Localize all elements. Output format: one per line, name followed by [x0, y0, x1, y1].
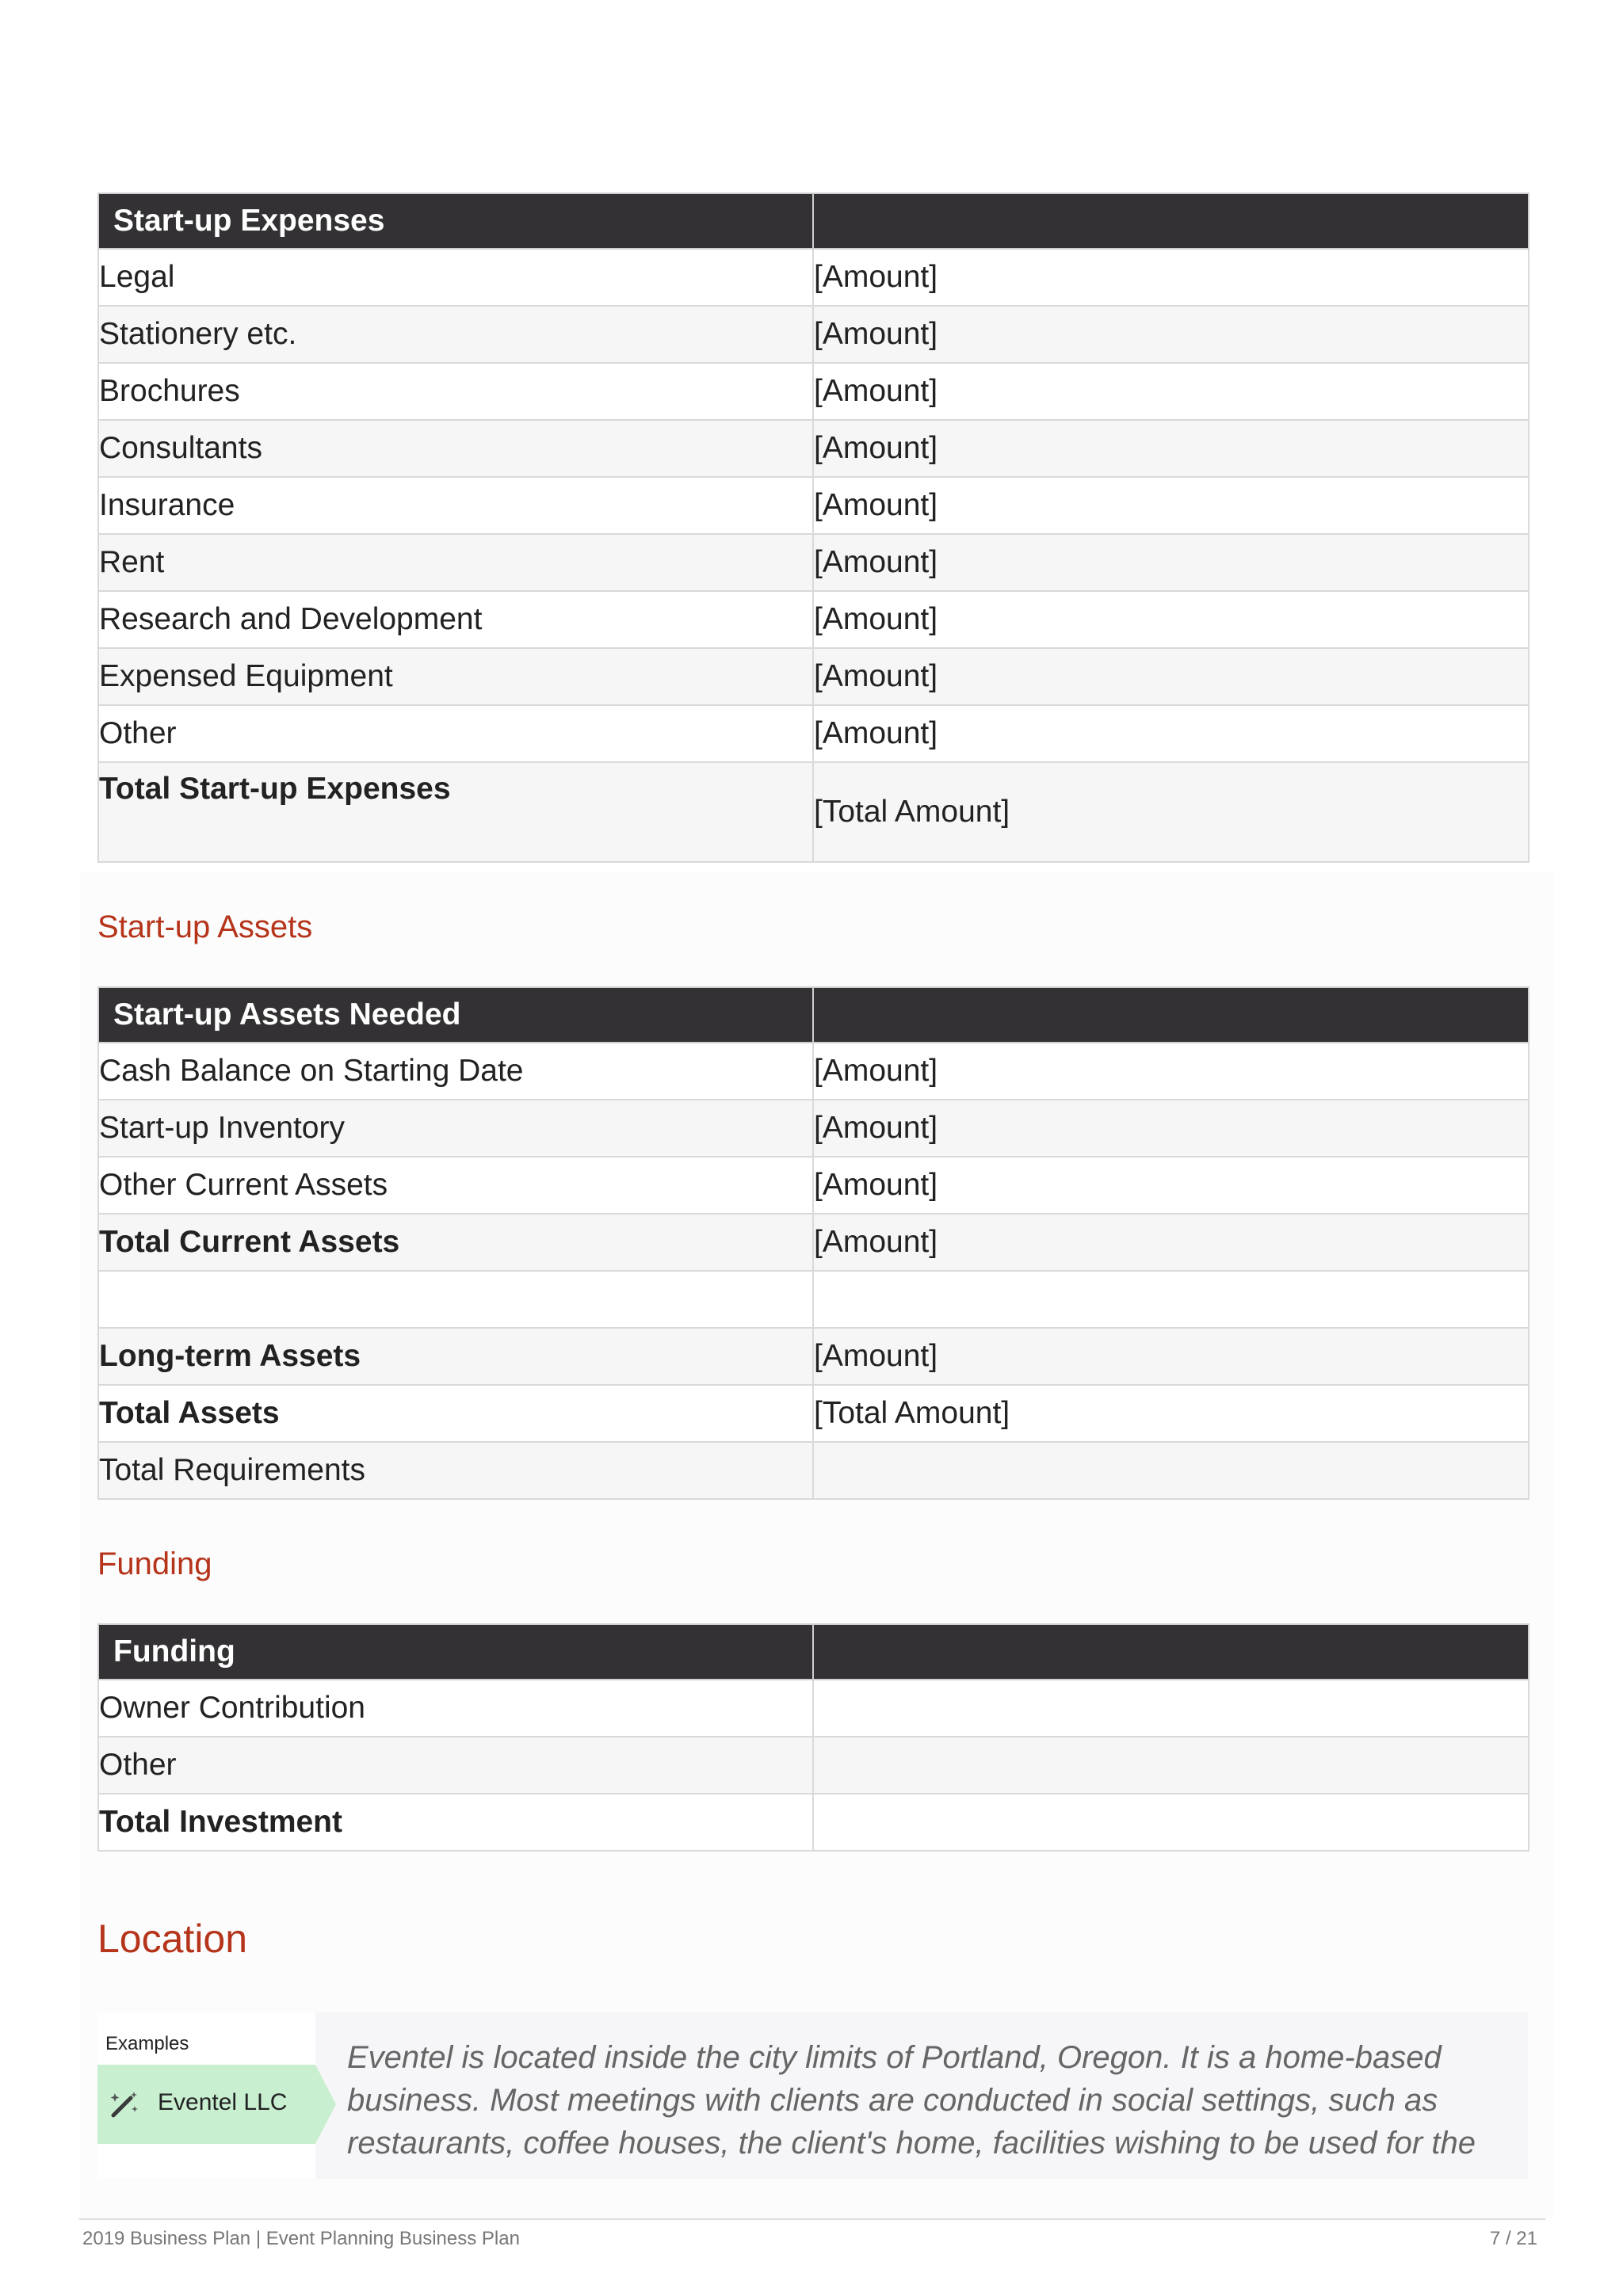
- blank-label: [98, 1271, 813, 1328]
- table-row: [98, 1157, 1529, 1214]
- example-tag[interactable]: [97, 2065, 315, 2144]
- total-current-assets-value: [Amount]: [813, 1214, 1529, 1271]
- location-heading: Location: [97, 1917, 248, 1961]
- row-value: [Amount]: [813, 306, 1529, 363]
- table-row: [98, 249, 1529, 306]
- row-label: Rent: [98, 534, 813, 591]
- example-text: Eventel is located inside the city limits of Portland, Oregon. It is a home-based business. Most meetings with clients are conducted in social settings, such as restaurants, coffee houses, the client's home, facilities wishing to be used for the: [347, 2040, 1476, 2161]
- row-label: Other: [98, 705, 813, 762]
- example-sidebar: [97, 2012, 315, 2179]
- row-value: [Amount]: [813, 249, 1529, 306]
- total-assets-label: Total Assets: [98, 1385, 813, 1442]
- total-assets-value: [Total Amount]: [813, 1385, 1529, 1442]
- row-label: Cash Balance on Starting Date: [98, 1043, 813, 1100]
- total-requirements-value: [813, 1442, 1529, 1499]
- table-row: [98, 363, 1529, 420]
- table-row: [98, 1100, 1529, 1157]
- startup-assets-header-value: [813, 987, 1529, 1043]
- example-box: [97, 2012, 1528, 2179]
- startup-assets-heading: Start-up Assets: [97, 910, 313, 944]
- magic-wand-icon: [109, 2088, 140, 2120]
- table-row: [98, 1442, 1529, 1499]
- total-current-assets-label: Total Current Assets: [98, 1214, 813, 1271]
- total-row: [98, 1385, 1529, 1442]
- blank-row: [98, 1271, 1529, 1328]
- row-label: Stationery etc.: [98, 306, 813, 363]
- footer-divider: [79, 2218, 1545, 2220]
- table-row: [98, 534, 1529, 591]
- table-row: [98, 1043, 1529, 1100]
- total-startup-expenses-value: [Total Amount]: [813, 762, 1529, 862]
- startup-assets-table: [97, 986, 1529, 1500]
- row-label: Legal: [98, 249, 813, 306]
- row-label: Expensed Equipment: [98, 648, 813, 705]
- funding-header-value: [813, 1624, 1529, 1680]
- table-row: [98, 477, 1529, 534]
- total-row: [98, 762, 1529, 862]
- row-value: [Amount]: [813, 648, 1529, 705]
- total-requirements-label: Total Requirements: [98, 1442, 813, 1499]
- startup-expenses-header: Start-up Expenses: [98, 193, 813, 249]
- row-label: Other: [98, 1737, 813, 1794]
- startup-expenses-table: [97, 193, 1529, 863]
- total-investment-label: Total Investment: [98, 1794, 813, 1851]
- row-value: [813, 1737, 1529, 1794]
- total-row: [98, 1214, 1529, 1271]
- row-value: [Amount]: [813, 363, 1529, 420]
- row-value: [813, 1680, 1529, 1737]
- funding-heading: Funding: [97, 1547, 212, 1581]
- blank-value: [813, 1271, 1529, 1328]
- table-row: [98, 1680, 1529, 1737]
- row-value: [Amount]: [813, 420, 1529, 477]
- row-value: [Amount]: [813, 1157, 1529, 1214]
- table-row: [98, 648, 1529, 705]
- footer-document-title: 2019 Business Plan | Event Planning Business Plan: [82, 2228, 520, 2249]
- row-value: [Amount]: [813, 1100, 1529, 1157]
- table-row: [98, 306, 1529, 363]
- startup-expenses-header-value: [813, 193, 1529, 249]
- total-startup-expenses-label: Total Start-up Expenses: [98, 762, 813, 862]
- row-label: Research and Development: [98, 591, 813, 648]
- row-value: [Amount]: [813, 1043, 1529, 1100]
- table-row: [98, 420, 1529, 477]
- row-value: [Amount]: [813, 705, 1529, 762]
- footer-page-number: 7 / 21: [1489, 2228, 1537, 2249]
- funding-header: Funding: [98, 1624, 813, 1680]
- example-tag-arrow: [315, 2065, 336, 2144]
- table-row: [98, 591, 1529, 648]
- table-row: [98, 705, 1529, 762]
- total-row: [98, 1328, 1529, 1385]
- row-value: [Amount]: [813, 477, 1529, 534]
- total-investment-value: [813, 1794, 1529, 1851]
- startup-assets-header: Start-up Assets Needed: [98, 987, 813, 1043]
- funding-table: [97, 1623, 1529, 1852]
- row-label: Other Current Assets: [98, 1157, 813, 1214]
- long-term-assets-label: Long-term Assets: [98, 1328, 813, 1385]
- row-label: Owner Contribution: [98, 1680, 813, 1737]
- table-row: [98, 1737, 1529, 1794]
- example-tag-label: Eventel LLC: [158, 2089, 288, 2115]
- row-label: Insurance: [98, 477, 813, 534]
- row-label: Start-up Inventory: [98, 1100, 813, 1157]
- long-term-assets-value: [Amount]: [813, 1328, 1529, 1385]
- row-label: Brochures: [98, 363, 813, 420]
- examples-label: Examples: [105, 2033, 189, 2054]
- row-value: [Amount]: [813, 591, 1529, 648]
- row-label: Consultants: [98, 420, 813, 477]
- total-row: [98, 1794, 1529, 1851]
- row-value: [Amount]: [813, 534, 1529, 591]
